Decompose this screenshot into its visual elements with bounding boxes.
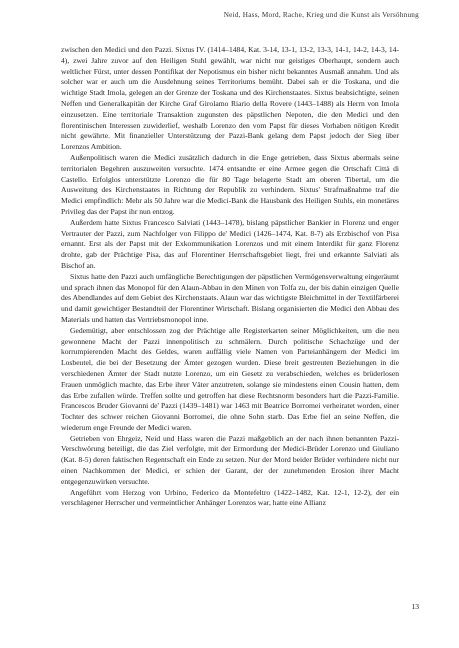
body-text (61, 45, 399, 509)
paragraph: Außenpolitisch waren die Medici zusätzlich dadurch in die Enge getrieben, dass Sixtus abermals seine territorialen Begehren auszuweiten versuchte. 1474 entsandte er eine Armee gegen die Ortschaft Città di Castello. Erfolglos unterstützte Lorenzo die für 80 Tage belagerte Stadt am oberen Tibertal, um die Ausweitung des Kirchenstaates in Richtung der Republik zu verhindern. Sixtus' Strafmaßnahme traf die Medici empfindlich: Mehr als 50 Jahre war die Medici-Bank die Hausbank des Heiligen Stuhls, ein monetäres Privileg das der Papst ihr nun entzog. (61, 152, 399, 216)
page-number: 13 (411, 602, 419, 611)
running-head: Neid, Hass, Mord, Rache, Krieg und die Kunst als Versöhnung (223, 11, 419, 19)
paragraph: zwischen den Medici und den Pazzi. Sixtus IV. (1414–1484, Kat. 3-14, 13-1, 13-2, 13-3, 14-1, 14-2, 14-3, 14-4), zwei Jahre zuvor auf den Heiligen Stuhl gewählt, war nicht nur geistiges Oberhaupt, sondern auch weltlicher Fürst, unter dessen Pontifikat der Nepotismus ein bisher nicht bekanntes Ausmaß annahm. Und als solcher war er auch um die Ausdehnung seines Territoriums bemüht. Dabei sah er die Toskana, und die wichtige Stadt Imola, gelegen an der Grenze der Toskana und des Kirchenstaates. Sixtus beabsichtigte, seinen Neffen und Generalkapitän der Kirche Graf Girolamo Riario della Rovere (1443–1488) als Herrn von Imola einzusetzen. Eine territoriale Transaktion zugunsten des päpstlichen Nepoten, die den Medici und den florentinischen Interessen zuwiderlief, weshalb Lorenzo den vom Papst für dieses Vorhaben nötigen Kredit nicht gewährte. Mit finanzieller Unterstützung der Pazzi-Bank gelang dem Papst jedoch der Sieg über Lorenzos Ambition. (61, 45, 399, 152)
paragraph: Gedemütigt, aber entschlossen zog der Prächtige alle Registerkarten seiner Möglichkeiten, um die neu gewonnene Macht der Pazzi innenpolitisch zu schmälern. Durch politische Schachzüge und der korrumpierenden Macht des Geldes, waren auffällig viele Namen von Parteianhängern der Medici im Losbeutel, die bei der Besetzung der Ämter gezogen wurden. Diese breit gestreuten Beziehungen in die verschiedenen Ämter der Stadt nutzte Lorenzo, um ein Gesetz zu verabschieden, welches es brüderlosen Frauen unmöglich machte, das Erbe ihrer Väter anzutreten, solange sie mindestens einen Cousin hatten, dem das Erbe zufallen würde. Treffen sollte und getroffen hat diese Rechtsnorm besonders hart die Pazzi-Familie. Francescos Bruder Giovanni de' Pazzi (1439–1481) war 1463 mit Beatrice Borromei verheiratet worden, einer Tochter des schwer reichen Giovanni Borromei, die ohne Sohn starb. Das Erbe fiel an seine Neffen, die wiederum enge Freunde der Medici waren. (61, 325, 399, 432)
paragraph: Getrieben von Ehrgeiz, Neid und Hass waren die Pazzi maßgeblich an der nach ihnen benannten Pazzi-Verschwörung beteiligt, die das Ziel verfolgte, mit der Ermordung der Medici-Brüder Lorenzo und Giuliano (Kat. 8-5) deren faktischen Regentschaft ein Ende zu setzen. Nur der Mord beider Brüder verhindere nicht nur einen Nachkommen der Medici, er schien der Garant, der der zunehmenden Erosion ihrer Macht entgegenzuwirken versuchte. (61, 433, 399, 486)
paragraph: Sixtus hatte den Pazzi auch umfängliche Berechtigungen der päpstlichen Vermögensverwaltung eingeräumt und sprach ihnen das Monopol für den Alaun-Abbau in den Minen von Tolfa zu, der bis dahin einzigen Quelle des Abendlandes auf dem Gebiet des Kirchenstaats. Alaun war das wichtigste Bleichmittel in der Textilfärberei und damit gewichtiger Bestandteil der Florentiner Wirtschaft. Bislang organisierten die Medici den Abbau des Materials und hatten das Vertriebsmonopol inne. (61, 271, 399, 324)
paragraph: Außerdem hatte Sixtus Francesco Salviati (1443–1478), bislang päpstlicher Bankier in Florenz und enger Vertrauter der Pazzi, zum Nachfolger von Filippo de' Medici (1426–1474, Kat. 8-7) als Erzbischof von Pisa ernannt. Erst als der Papst mit der Exkommunikation Lorenzos und mit einem Interdikt für ganz Florenz drohte, gab der Prächtige Pisa, das auf Florentiner Herrschaftsgebiet liegt, frei und erkannte Salviati als Bischof an. (61, 217, 399, 270)
paragraph: Angeführt vom Herzog von Urbino, Federico da Montefeltro (1422–1482, Kat. 12-1, 12-2), der ein verschlagener Herrscher und vermeintlicher Anhänger Lorenzos war, hatte eine Allianz (61, 487, 399, 508)
